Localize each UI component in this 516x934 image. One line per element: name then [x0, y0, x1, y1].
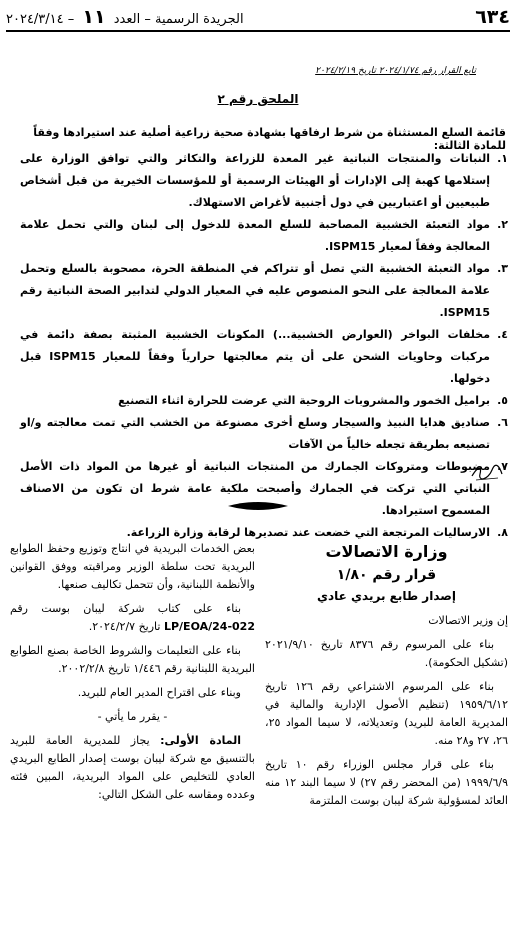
- article-text: يجاز للمديرية العامة للبريد بالتنسيق مع شركة ليبان بوست إصدار الطابع البريدي العادي للتخليص على المواد البريدية، المبين فئته وعدده ومقاسه على الشكل التالي:: [10, 734, 255, 801]
- list-item: [20, 324, 508, 390]
- followup-note: تابع القرار رقم ٢٠٢٤/١/٧٤ تاريخ ٢٠٢٤/٢/١٩: [315, 66, 476, 76]
- header-rule: [6, 30, 510, 32]
- paragraph: [10, 600, 255, 636]
- annex-intro: قائمة السلع المستثناة من شرط ارفاقها بشهادة صحية زراعية أصلية عند استيرادها وفقاً للمادة الثالثة:: [33, 126, 506, 152]
- page-number: ٦٣٤: [475, 6, 510, 28]
- item-text: النباتات والمنتجات النباتية غير المعدة للزراعة والتكاثر والتي توافق الوزارة على إستلامها كهبة إلى الإدارات أو الهيئات الرسمية أو للمؤسسات الخيرية من قبل أشخاص طبيعيين أو اعتباريين في دول أجنبية لأغراض الاستهلاك.: [20, 152, 490, 209]
- page-header: [6, 6, 510, 28]
- decree-phrase: - يقرر ما يأتي -: [97, 710, 168, 723]
- item-number: ٢.: [497, 218, 508, 231]
- section-divider: [0, 498, 516, 514]
- item-number: ١.: [497, 152, 508, 165]
- item-text: مواد التعبئة الخشبية المصاحبة للسلع المعدة للدخول إلى لبنان والتي تحمل علامة المعالجة وفقاً لمعيار ISPM15.: [20, 218, 490, 253]
- item-number: ٧.: [497, 460, 508, 473]
- item-number: ٤.: [497, 328, 508, 341]
- decision-right-column: [265, 540, 508, 816]
- article-heading: المادة الأولى:: [160, 734, 241, 747]
- item-text: مخلفات البواخر (العوارض الخشبية...) المكونات الخشبية المثبتة بصفة دائمة في مركبات وحاويات الشحن على أن يتم معالجتها حرارياً وفقاً للمعيار ISPM15 قبل دخولها.: [20, 328, 490, 385]
- paragraph: وبناء على اقتراح المدير العام للبريد.: [77, 686, 241, 699]
- gazette-title: [6, 6, 244, 28]
- list-item: [20, 390, 508, 412]
- annex-title: الملحق رقم ٢: [217, 92, 299, 106]
- item-text: مواد التعبئة الخشبية التي تصل أو تتراكم في المنطقة الحرة، مصحوبة بالسلع وتحمل علامة المعالجة على النحو المنصوص عليه في المعيار الدولي لتدابير الصحة النباتية رقم ISPM15.: [20, 262, 490, 319]
- paragraph: إن وزير الاتصالات: [428, 614, 508, 627]
- decision-subject: إصدار طابع بريدي عادي: [317, 589, 456, 603]
- list-item: [20, 214, 508, 258]
- item-number: ٦.: [497, 416, 508, 429]
- decision-number: قرار رقم ١/٨٠: [336, 567, 437, 583]
- list-item: [20, 412, 508, 456]
- paragraph: بناء على التعليمات والشروط الخاصة بصنع الطوابع البريدية اللبنانية رقم ١/٤٤٦ تاريخ ٢٠٠٢/٢/٨.: [10, 644, 255, 675]
- list-item: [20, 258, 508, 324]
- item-number: ٨.: [497, 526, 508, 539]
- item-number: ٣.: [497, 262, 508, 275]
- paragraph: بناء على المرسوم الاشتراعي رقم ١٢٦ تاريخ ١٩٥٩/٦/١٢ (تنظيم الأصول الإدارية والمالية في المديرية العامة للبريد) وتعديلاته، لا سيما المواد ٢٥، ٢٦، ٢٧ و٢٨ منه.: [265, 680, 508, 747]
- article-one: [10, 732, 255, 804]
- item-text: مضبوطات ومتروكات الجمارك من المنتجات النباتية أو غيرها من المواد ذات الأصل النباتي التي تركت في الجمارك وأصبحت ملكية عامة شرط ان تكون من الاصناف المسموح استيرادها.: [20, 460, 490, 517]
- paragraph-text: تاريخ ٢٠٢٤/٢/٧.: [88, 620, 161, 633]
- paragraph: بناء على قرار مجلس الوزراء رقم ١٠ تاريخ ١٩٩٩/٦/٩ (من المحضر رقم ٢٧) لا سيما البند ١٢ منه العائد لمسؤولية شركة ليبان بوست الملتزمة: [265, 758, 508, 807]
- item-number: ٥.: [497, 394, 508, 407]
- gazette-name: الجريدة الرسمية – العدد: [113, 12, 244, 27]
- item-text: الارساليات المرتجعة التي خضعت عند تصديرها لرقابة وزارة الزراعة.: [126, 526, 490, 539]
- issue-date: – ٢٠٢٤/٣/١٤: [6, 12, 75, 27]
- handwritten-signature: [470, 462, 504, 485]
- decision-left-column: [10, 540, 255, 810]
- list-item: [20, 148, 508, 214]
- paragraph: بناء على المرسوم رقم ٨٣٧٦ تاريخ ٢٠٢١/٩/١٠ (تشكيل الحكومة).: [265, 638, 508, 669]
- paragraph: بعض الخدمات البريدية في انتاج وتوزيع وحفظ الطوابع البريدية تحت سلطة الوزير ومراقبته ووفق القوانين والأنظمة اللبنانية، وأن تتحمل تكاليف صنعها.: [10, 542, 255, 591]
- issue-number: ١١: [82, 6, 106, 28]
- item-text: صناديق هدايا النبيذ والسيجار وسلع أخرى مصنوعة من الخشب التي تمت معالجته و/او تصنيعه بطريقة تجعله خالياً من الآفات: [20, 416, 490, 451]
- letter-reference: LP/EOA/24-022: [163, 620, 255, 633]
- ministry-name: وزارة الاتصالات: [325, 542, 448, 561]
- item-text: براميل الخمور والمشروبات الروحية التي عرضت للحرارة اثناء التصنيع: [118, 394, 490, 407]
- annex-list: [20, 148, 508, 544]
- paragraph-text: بناء على كتاب شركة ليبان بوست رقم: [10, 602, 241, 615]
